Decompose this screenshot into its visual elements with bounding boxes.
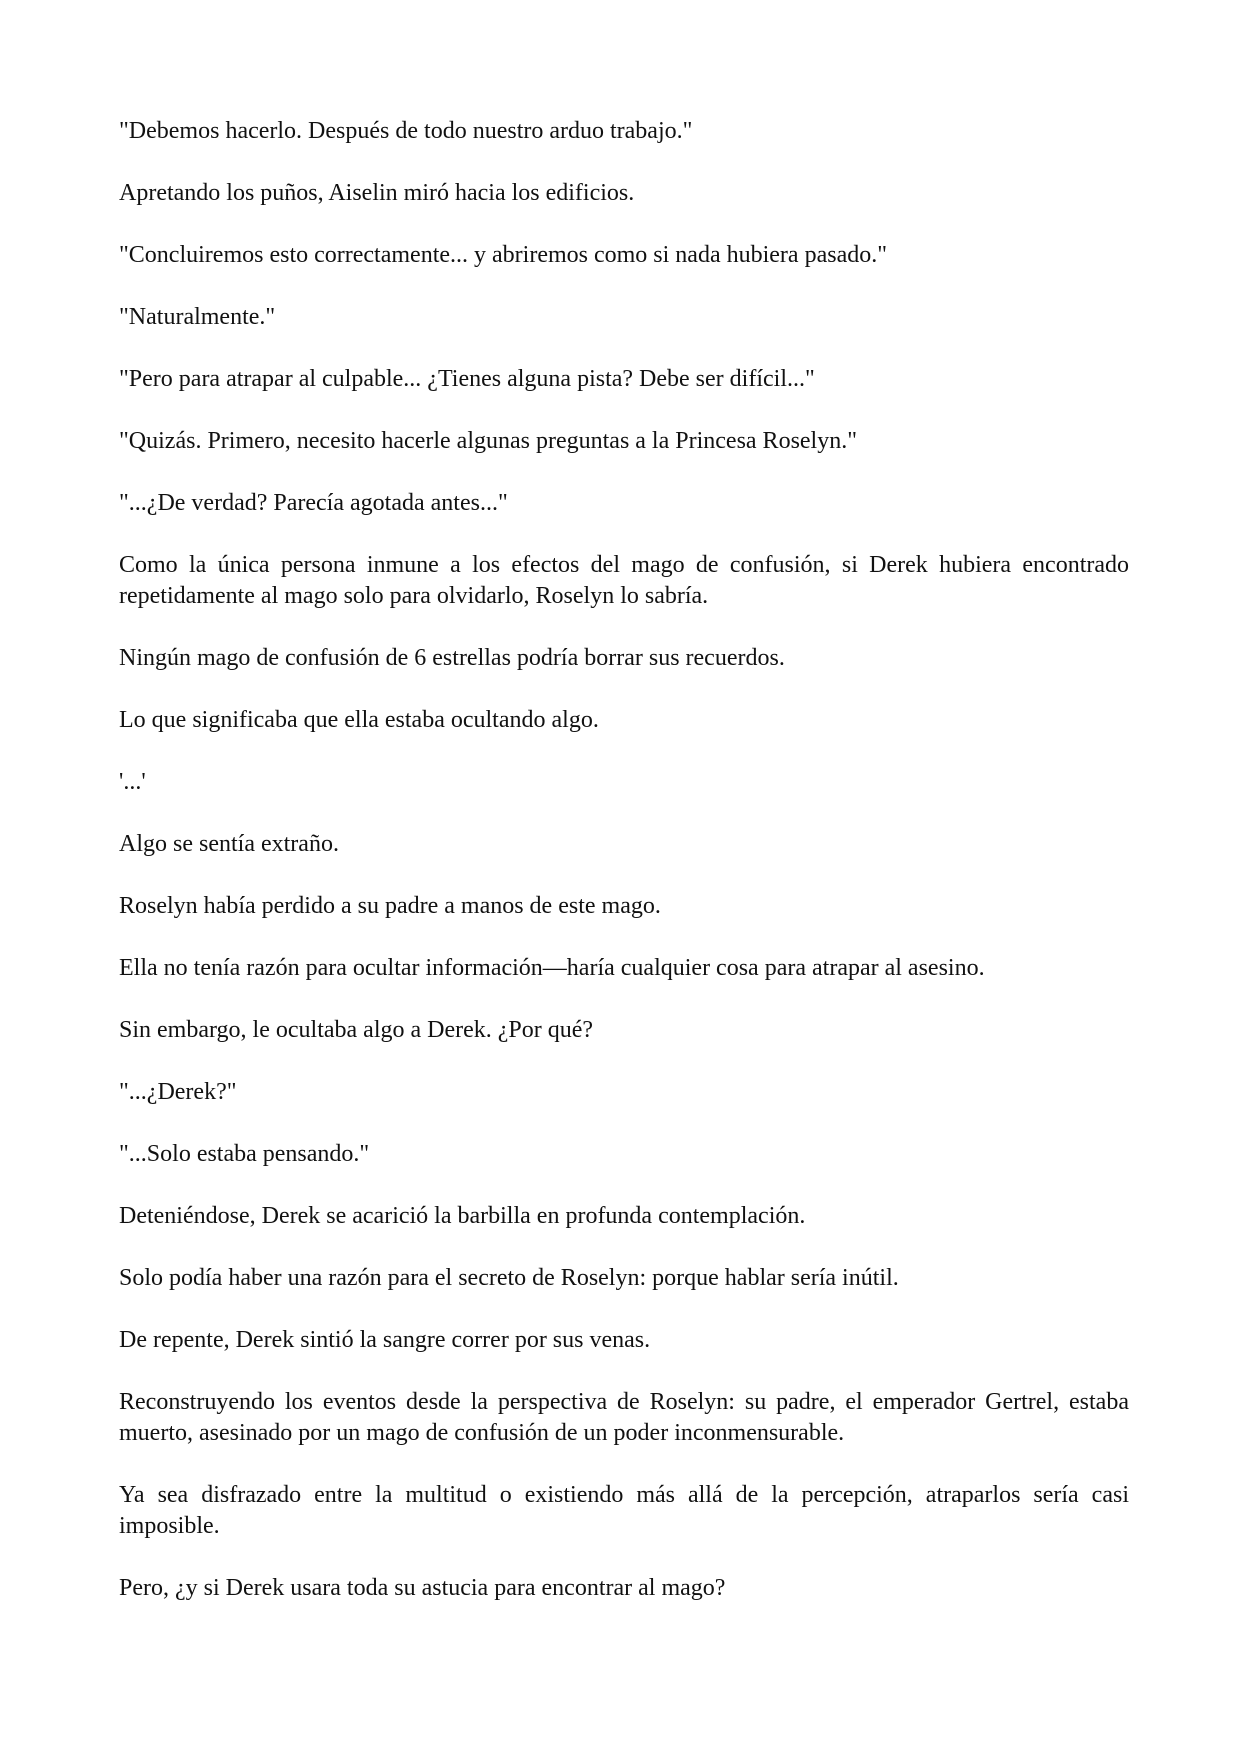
paragraph: Algo se sentía extraño. — [119, 831, 339, 857]
paragraph: Como la única persona inmune a los efectos del mago de confusión, si Derek hubiera encontrado repetidamente al mago solo para olvidarlo, Roselyn lo sabría. — [119, 552, 1129, 609]
paragraph: "...Solo estaba pensando." — [119, 1141, 370, 1167]
paragraph: "Quizás. Primero, necesito hacerle algunas preguntas a la Princesa Roselyn." — [119, 428, 858, 454]
paragraph: Lo que significaba que ella estaba ocultando algo. — [119, 707, 599, 733]
paragraph: "...¿De verdad? Parecía agotada antes..." — [119, 490, 508, 516]
paragraph: Pero, ¿y si Derek usara toda su astucia para encontrar al mago? — [119, 1575, 726, 1601]
paragraph: "Pero para atrapar al culpable... ¿Tienes alguna pista? Debe ser difícil..." — [119, 366, 815, 392]
paragraph: '...' — [119, 769, 146, 795]
paragraph: De repente, Derek sintió la sangre correr por sus venas. — [119, 1327, 651, 1353]
document-body — [119, 116, 1129, 1604]
paragraph: "Concluiremos esto correctamente... y abriremos como si nada hubiera pasado." — [119, 242, 888, 268]
paragraph: Apretando los puños, Aiselin miró hacia los edificios. — [119, 180, 635, 206]
paragraph: Ya sea disfrazado entre la multitud o existiendo más allá de la percepción, atraparlos sería casi imposible. — [119, 1482, 1129, 1539]
paragraph: Solo podía haber una razón para el secreto de Roselyn: porque hablar sería inútil. — [119, 1265, 899, 1291]
paragraph: "Naturalmente." — [119, 304, 276, 330]
paragraph: Roselyn había perdido a su padre a manos de este mago. — [119, 893, 661, 919]
paragraph: Reconstruyendo los eventos desde la perspectiva de Roselyn: su padre, el emperador Gertrel, estaba muerto, asesinado por un mago de confusión de un poder inconmensurable. — [119, 1389, 1129, 1446]
paragraph: Sin embargo, le ocultaba algo a Derek. ¿Por qué? — [119, 1017, 594, 1043]
paragraph: Deteniéndose, Derek se acarició la barbilla en profunda contemplación. — [119, 1203, 806, 1229]
paragraph: "Debemos hacerlo. Después de todo nuestro arduo trabajo." — [119, 118, 693, 144]
paragraph: "...¿Derek?" — [119, 1079, 237, 1105]
paragraph: Ningún mago de confusión de 6 estrellas podría borrar sus recuerdos. — [119, 645, 785, 671]
paragraph: Ella no tenía razón para ocultar información—haría cualquier cosa para atrapar al asesino. — [119, 955, 985, 981]
